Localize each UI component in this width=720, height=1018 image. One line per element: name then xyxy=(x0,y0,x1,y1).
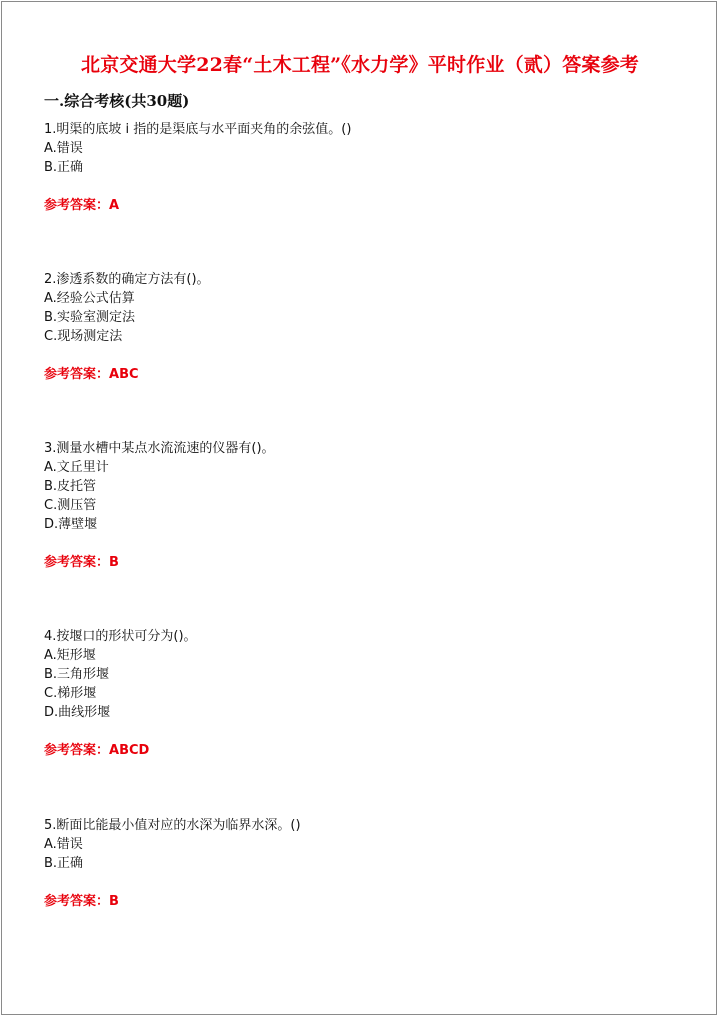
answer-label: 参考答案： xyxy=(44,198,110,213)
question-3 xyxy=(44,439,684,572)
answer-value: ABC xyxy=(109,367,139,382)
answer-label: 参考答案： xyxy=(44,743,110,758)
question-stem: 3.测量水槽中某点水流流速的仪器有()。 xyxy=(44,441,275,456)
answer-value: A xyxy=(109,198,120,213)
answer-line xyxy=(44,553,684,572)
section-heading: 一.综合考核(共30题) xyxy=(44,92,190,110)
question-stem: 2.渗透系数的确定方法有()。 xyxy=(44,272,210,287)
answer-label: 参考答案： xyxy=(44,367,110,382)
option-b: B.皮托管 xyxy=(44,479,97,494)
option-c: C.现场测定法 xyxy=(44,329,123,344)
question-stem: 4.按堰口的形状可分为()。 xyxy=(44,629,197,644)
option-a: A.矩形堰 xyxy=(44,648,96,663)
question-stem: 5.断面比能最小值对应的水深为临界水深。() xyxy=(44,818,301,833)
answer-value: B xyxy=(109,555,119,570)
answer-value: ABCD xyxy=(109,743,150,758)
answer-line xyxy=(44,365,684,384)
option-a: A.错误 xyxy=(44,837,83,852)
answer-line xyxy=(44,196,684,215)
option-b: B.正确 xyxy=(44,856,84,871)
document-title: 北京交通大学22春“土木工程”《水力学》平时作业（贰）答案参考 xyxy=(81,54,639,76)
option-a: A.文丘里计 xyxy=(44,460,109,475)
question-5 xyxy=(44,816,684,911)
option-b: B.正确 xyxy=(44,160,84,175)
option-d: D.薄壁堰 xyxy=(44,517,98,532)
answer-label: 参考答案： xyxy=(44,894,110,909)
option-c: C.测压管 xyxy=(44,498,97,513)
option-d: D.曲线形堰 xyxy=(44,705,111,720)
answer-value: B xyxy=(109,894,119,909)
option-a: A.经验公式估算 xyxy=(44,291,135,306)
question-4 xyxy=(44,627,684,760)
option-a: A.错误 xyxy=(44,141,83,156)
answer-line xyxy=(44,892,684,911)
option-b: B.三角形堰 xyxy=(44,667,110,682)
answer-line xyxy=(44,741,684,760)
question-stem: 1.明渠的底坡 i 指的是渠底与水平面夹角的余弦值。() xyxy=(44,122,352,137)
question-1 xyxy=(44,120,684,215)
option-b: B.实验室测定法 xyxy=(44,310,136,325)
question-2 xyxy=(44,270,684,384)
option-c: C.梯形堰 xyxy=(44,686,97,701)
answer-label: 参考答案： xyxy=(44,555,110,570)
